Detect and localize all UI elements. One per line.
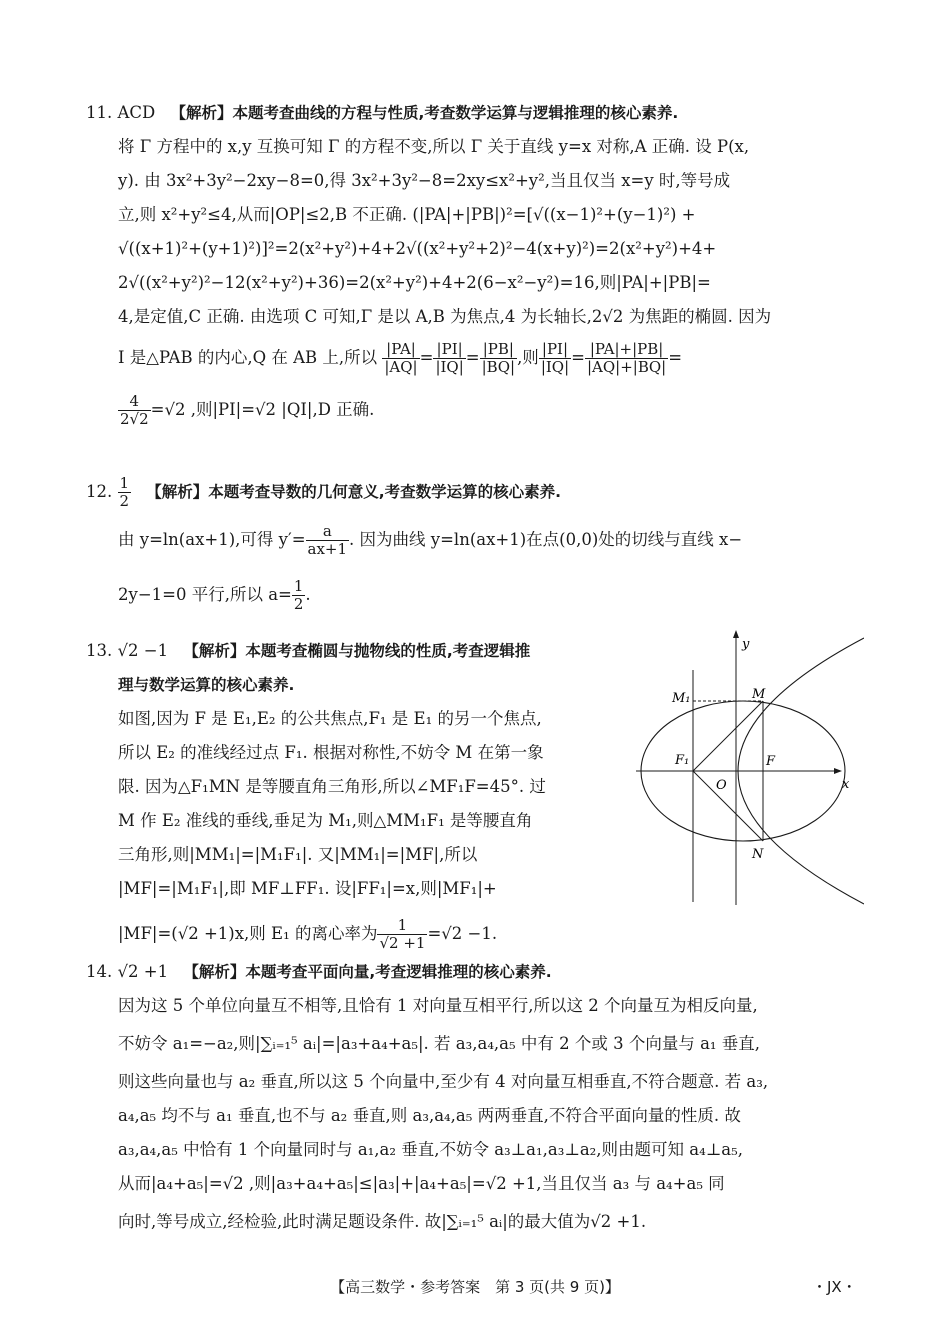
- q11-line-7-text: I 是△PAB 的内心,Q 在 AB 上,所以: [118, 348, 378, 367]
- q11-line-8: [118, 382, 863, 438]
- q13-tag-1: 【解析】本题考查椭圆与抛物线的性质,考查逻辑推: [183, 642, 531, 660]
- q13-number: 13.: [86, 641, 113, 660]
- q12-number: 12.: [86, 482, 113, 501]
- x-axis-arrow: [834, 768, 842, 774]
- q13-line-6: |MF|=|M₁F₁|,即 MF⊥FF₁. 设|FF₁|=x,则|MF₁|+: [118, 879, 497, 898]
- segment-f1-n: [693, 771, 763, 841]
- q11-line-4: √((x+1)²+(y+1)²)]²=2(x²+y²)+4+2√((x²+y²+2)²−4(x+y)²)=2(x²+y²)+4+: [118, 239, 717, 258]
- q14-line-4: a₄,a₅ 均不与 a₁ 垂直,也不与 a₂ 垂直,则 a₃,a₄,a₅ 两两垂直,不符合平面向量的性质. 故: [118, 1106, 741, 1125]
- q14-line-1: 因为这 5 个单位向量互不相等,且恰有 1 对向量互相平行,所以这 2 个向量互为相反向量,: [118, 996, 758, 1015]
- q11-answer: ACD: [117, 103, 156, 122]
- q12-answer: $\frac{1}{2}$: [119, 474, 130, 510]
- label-m1: M₁: [672, 691, 691, 706]
- q11-fraction-4-2sqrt2: $\frac{4}{2√2}$: [120, 392, 149, 428]
- q14-block: [86, 955, 863, 1243]
- q14-answer: √2 +1: [117, 962, 169, 981]
- q11-fraction-pi-iq: $\frac{|PI|}{|IQ|}$: [435, 340, 464, 376]
- label-f1: F₁: [675, 753, 690, 768]
- q14-line-5: a₃,a₄,a₅ 中恰有 1 个向量同时与 a₁,a₂ 垂直,不妨令 a₃⊥a₁,a₃⊥a₂,则由题可知 a₄⊥a₅,: [118, 1140, 743, 1159]
- q12-block: [86, 470, 863, 624]
- q13-line-4: M 作 E₂ 准线的垂线,垂足为 M₁,则△MM₁F₁ 是等腰直角: [118, 811, 533, 830]
- q11-fraction-sum: $\frac{|PA|+|PB|}{|AQ|+|BQ|}$: [586, 340, 667, 376]
- label-o: O: [716, 778, 727, 793]
- q11-fraction-pb-bq: $\frac{|PB|}{|BQ|}$: [481, 340, 516, 376]
- label-m: M: [752, 687, 766, 702]
- q13-block: [86, 634, 618, 962]
- q14-line-7: 向时,等号成立,经检验,此时满足题设条件. 故|∑ᵢ₌₁⁵ aᵢ|的最大值为√2 +1.: [118, 1212, 647, 1231]
- q11-block: [86, 96, 863, 438]
- q14-line-6: 从而|a₄+a₅|=√2 ,则|a₃+a₄+a₅|≤|a₃|+|a₄+a₅|=√2 +1,当且仅当 a₃ 与 a₄+a₅ 同: [118, 1174, 725, 1193]
- q13-line-3: 限. 因为△F₁MN 是等腰直角三角形,所以∠MF₁F=45°. 过: [118, 777, 546, 796]
- q11-fraction-pi-iq-2: $\frac{|PI|}{|IQ|}$: [540, 340, 570, 376]
- q14-tag: 【解析】本题考查平面向量,考查逻辑推理的核心素养.: [183, 963, 552, 981]
- q11-line-3: 立,则 x²+y²≤4,从而|OP|≤2,B 不正确. (|PA|+|PB|)²=[√((x−1)²+(y−1)²) +: [118, 205, 696, 224]
- q12-fraction-half: $\frac{1}{2}$: [293, 577, 304, 613]
- segment-f1-m: [693, 701, 763, 771]
- label-x: x: [842, 777, 850, 792]
- q12-line-1: 由 y=ln(ax+1),可得 y′= $\frac{a}{ax+1}$ . 因为曲线 y=ln(ax+1)在点(0,0)处的切线与直线 x−: [118, 522, 743, 558]
- q13-line-7: |MF|=(√2 +1)x,则 E₁ 的离心率为 $\frac{1}{√2 +1}$ =√2 −1.: [118, 916, 498, 952]
- q11-line-1: 将 Γ 方程中的 x,y 互换可知 Γ 的方程不变,所以 Γ 关于直线 y=x 对称,A 正确. 设 P(x,: [118, 137, 750, 156]
- region-mark: ・JX・: [812, 1278, 857, 1296]
- label-y: y: [742, 637, 750, 652]
- page-footer: 【高三数学・参考答案 第 3 页(共 9 页)】: [330, 1278, 620, 1296]
- q12-line-2: 2y−1=0 平行,所以 a= $\frac{1}{2}$ .: [118, 577, 311, 613]
- label-n: N: [752, 847, 764, 862]
- q13-line-1: 如图,因为 F 是 E₁,E₂ 的公共焦点,F₁ 是 E₁ 的另一个焦点,: [118, 709, 542, 728]
- y-axis-arrow: [733, 630, 739, 638]
- label-f: F: [766, 754, 776, 769]
- q14-line-3: 则这些向量也与 a₂ 垂直,所以这 5 个向量中,至少有 4 对向量互相垂直,不符合题意. 若 a₃,: [118, 1072, 769, 1091]
- q11-line-7: I 是△PAB 的内心,Q 在 AB 上,所以 $\frac{|PA|}{|AQ|}$ = $\frac{|PI|}{|IQ|}$ = $\frac{|PB|}{|BQ|}$ ,则 $\frac{|PI|}{|IQ|}$ = $\frac{|PA|+|PB|}{|AQ|+|BQ|}$ =: [118, 340, 683, 376]
- q13-answer: √2 −1: [117, 641, 169, 660]
- q11-line-5: 2√((x²+y²)²−12(x²+y²)+36)=2(x²+y²)+4+2(6−x²−y²)=16,则|PA|+|PB|=: [118, 273, 711, 292]
- q12-fraction-derivative: $\frac{a}{ax+1}$: [307, 522, 348, 558]
- q11-tag: 【解析】本题考查曲线的方程与性质,考查数学运算与逻辑推理的核心素养.: [170, 104, 679, 122]
- q13-tag-2: 理与数学运算的核心素养.: [118, 676, 295, 694]
- ellipse-parabola-figure: [632, 630, 864, 908]
- q14-number: 14.: [86, 962, 113, 981]
- q13-line-5: 三角形,则|MM₁|=|M₁F₁|. 又|MM₁|=|MF|,所以: [118, 845, 478, 864]
- q12-tag: 【解析】本题考查导数的几何意义,考查数学运算的核心素养.: [146, 483, 562, 501]
- q11-then: ,则: [517, 348, 539, 367]
- q14-line-2: 不妨令 a₁=−a₂,则|∑ᵢ₌₁⁵ aᵢ|=|a₃+a₄+a₅|. 若 a₃,a₄,a₅ 中有 2 个或 3 个向量与 a₁ 垂直,: [118, 1034, 761, 1053]
- q11-number: 11.: [86, 103, 113, 122]
- q11-line-2: y). 由 3x²+3y²−2xy−8=0,得 3x²+3y²−8=2xy≤x²+y²,当且仅当 x=y 时,等号成: [118, 171, 731, 190]
- q11-fraction-pa-aq: $\frac{|PA|}{|AQ|}$: [384, 340, 418, 376]
- q13-line-2: 所以 E₂ 的准线经过点 F₁. 根据对称性,不妨令 M 在第一象: [118, 743, 544, 762]
- q13-fraction-eccentricity: $\frac{1}{√2 +1}$: [379, 916, 426, 952]
- q11-line-8-text: =√2 ,则|PI|=√2 |QI|,D 正确.: [150, 400, 375, 419]
- q11-line-6: 4,是定值,C 正确. 由选项 C 可知,Γ 是以 A,B 为焦点,4 为长轴长,2√2 为焦距的椭圆. 因为: [118, 307, 772, 326]
